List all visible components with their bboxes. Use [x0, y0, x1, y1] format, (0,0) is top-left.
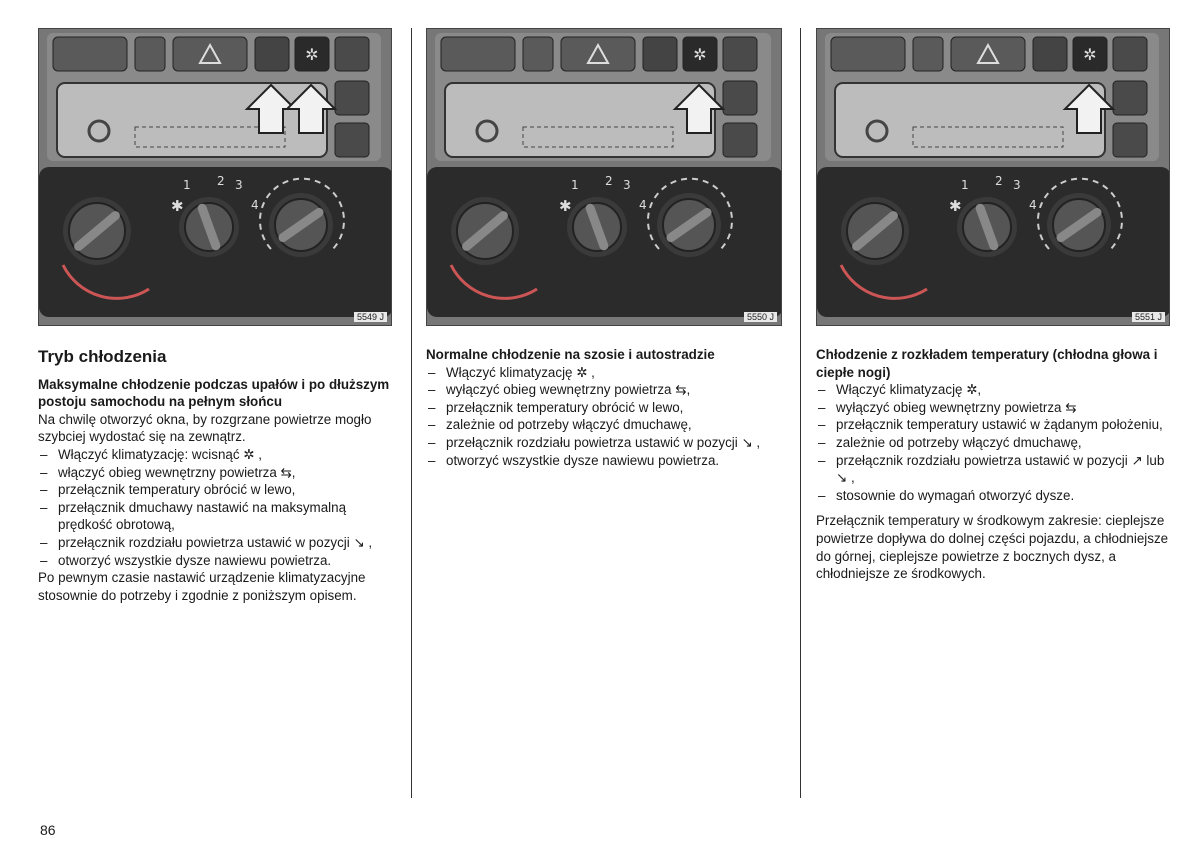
side-button — [723, 37, 757, 71]
list-item: – przełącznik rozdziału powietrza ustawić w pozycji ↘ , — [426, 434, 782, 452]
fan-speed-label: 2 — [995, 174, 1003, 188]
side-button — [723, 81, 757, 115]
fan-speed-label: 1 — [961, 178, 969, 192]
fan-icon: ✱ — [171, 197, 184, 215]
list-item: – włączyć obieg wewnętrzny powietrza ⇆, — [38, 464, 392, 482]
hazard-button — [561, 37, 635, 71]
subheading: Chłodzenie z rozkładem temperatury (chłodna głowa i ciepłe nogi) — [816, 347, 1158, 380]
list-item: – Włączyć klimatyzację ✲, — [816, 381, 1170, 399]
instruction-list — [816, 381, 1170, 504]
column-divider — [411, 28, 412, 798]
list-item: – przełącznik temperatury ustawić w żądanym położeniu, — [816, 416, 1170, 434]
fan-speed-label: 3 — [1013, 178, 1021, 192]
climate-panel-photo-1 — [38, 28, 392, 326]
side-button — [335, 37, 369, 71]
list-item: – wyłączyć obieg wewnętrzny powietrza ⇆ — [816, 399, 1170, 417]
list-item: – zależnie od potrzeby włączyć dmuchawę, — [426, 416, 782, 434]
hazard-button — [173, 37, 247, 71]
fan-speed-label: 2 — [217, 174, 225, 188]
rear-defrost-button — [135, 37, 165, 71]
side-button — [335, 81, 369, 115]
list-item: – wyłączyć obieg wewnętrzny powietrza ⇆, — [426, 381, 782, 399]
fan-speed-label: 2 — [605, 174, 613, 188]
list-item: – przełącznik dmuchawy nastawić na maksymalną prędkość obrotową, — [38, 499, 392, 534]
fan-speed-label: 1 — [183, 178, 191, 192]
side-button — [1113, 123, 1147, 157]
fan-speed-label: 4 — [1029, 198, 1037, 212]
list-item: – Włączyć klimatyzację: wcisnąć ✲ , — [38, 446, 392, 464]
figure-code: 5550 J — [744, 312, 777, 322]
instruction-list — [426, 364, 782, 470]
side-button — [723, 123, 757, 157]
text-block-2 — [426, 346, 782, 469]
outro-paragraph: Przełącznik temperatury w środkowym zakresie: cieplejsze powietrze dopływa do dolnej części pojazdu, a chłodniejsze do górnej, cieplejsze powietrze z bocznych dysz, a chłodniejsze ze środkowych. — [816, 513, 1169, 582]
hazard-button — [951, 37, 1025, 71]
list-item: – przełącznik rozdziału powietrza ustawić w pozycji ↗ lub ↘ , — [816, 452, 1170, 487]
list-item: – otworzyć wszystkie dysze nawiewu powietrza. — [426, 452, 782, 470]
climate-panel-photo-3 — [816, 28, 1170, 326]
climate-panel-photo-2 — [426, 28, 782, 326]
fan-icon: ✱ — [949, 197, 962, 215]
snowflake-icon: ✲ — [693, 45, 707, 64]
rear-defrost-button — [913, 37, 943, 71]
fan-speed-label: 3 — [623, 178, 631, 192]
subheading: Normalne chłodzenie na szosie i autostradzie — [426, 347, 715, 362]
text-block-3 — [816, 346, 1170, 583]
fan-speed-label: 4 — [639, 198, 647, 212]
figure-code: 5549 J — [354, 312, 387, 322]
list-item: – przełącznik rozdziału powietrza ustawić w pozycji ↘ , — [38, 534, 392, 552]
list-item: – przełącznik temperatury obrócić w lewo, — [38, 481, 392, 499]
spacer — [816, 504, 1170, 512]
list-item: – otworzyć wszystkie dysze nawiewu powietrza. — [38, 552, 392, 570]
snowflake-icon: ✲ — [1083, 45, 1097, 64]
list-item: – przełącznik temperatury obrócić w lewo, — [426, 399, 782, 417]
recirculation-button — [1033, 37, 1067, 71]
fan-speed-label: 3 — [235, 178, 243, 192]
page-number: 86 — [40, 822, 56, 838]
list-item: – stosownie do wymagań otworzyć dysze. — [816, 487, 1170, 505]
fan-speed-label: 1 — [571, 178, 579, 192]
button-blank — [831, 37, 905, 71]
fan-speed-label: 4 — [251, 198, 259, 212]
side-button — [1113, 81, 1147, 115]
outro-paragraph: Po pewnym czasie nastawić urządzenie klimatyzacyjne stosownie do potrzeby i zgodnie z poniższym opisem. — [38, 570, 366, 603]
section-title: Tryb chłodzenia — [38, 347, 167, 366]
text-block-1 — [38, 348, 392, 604]
figure-code: 5551 J — [1132, 312, 1165, 322]
recirculation-button — [255, 37, 289, 71]
fan-icon: ✱ — [559, 197, 572, 215]
list-item: – Włączyć klimatyzację ✲ , — [426, 364, 782, 382]
recirculation-button — [643, 37, 677, 71]
instruction-list — [38, 446, 392, 569]
intro-paragraph: Na chwilę otworzyć okna, by rozgrzane powietrze mogło szybciej wydostać się na zewnątrz. — [38, 411, 372, 445]
side-button — [335, 123, 369, 157]
column-divider — [800, 28, 801, 798]
snowflake-icon: ✲ — [305, 45, 319, 64]
button-blank — [53, 37, 127, 71]
rear-defrost-button — [523, 37, 553, 71]
side-button — [1113, 37, 1147, 71]
button-blank — [441, 37, 515, 71]
list-item: – zależnie od potrzeby włączyć dmuchawę, — [816, 434, 1170, 452]
subheading: Maksymalne chłodzenie podczas upałów i po dłuższym postoju samochodu na pełnym słońcu — [38, 376, 390, 410]
